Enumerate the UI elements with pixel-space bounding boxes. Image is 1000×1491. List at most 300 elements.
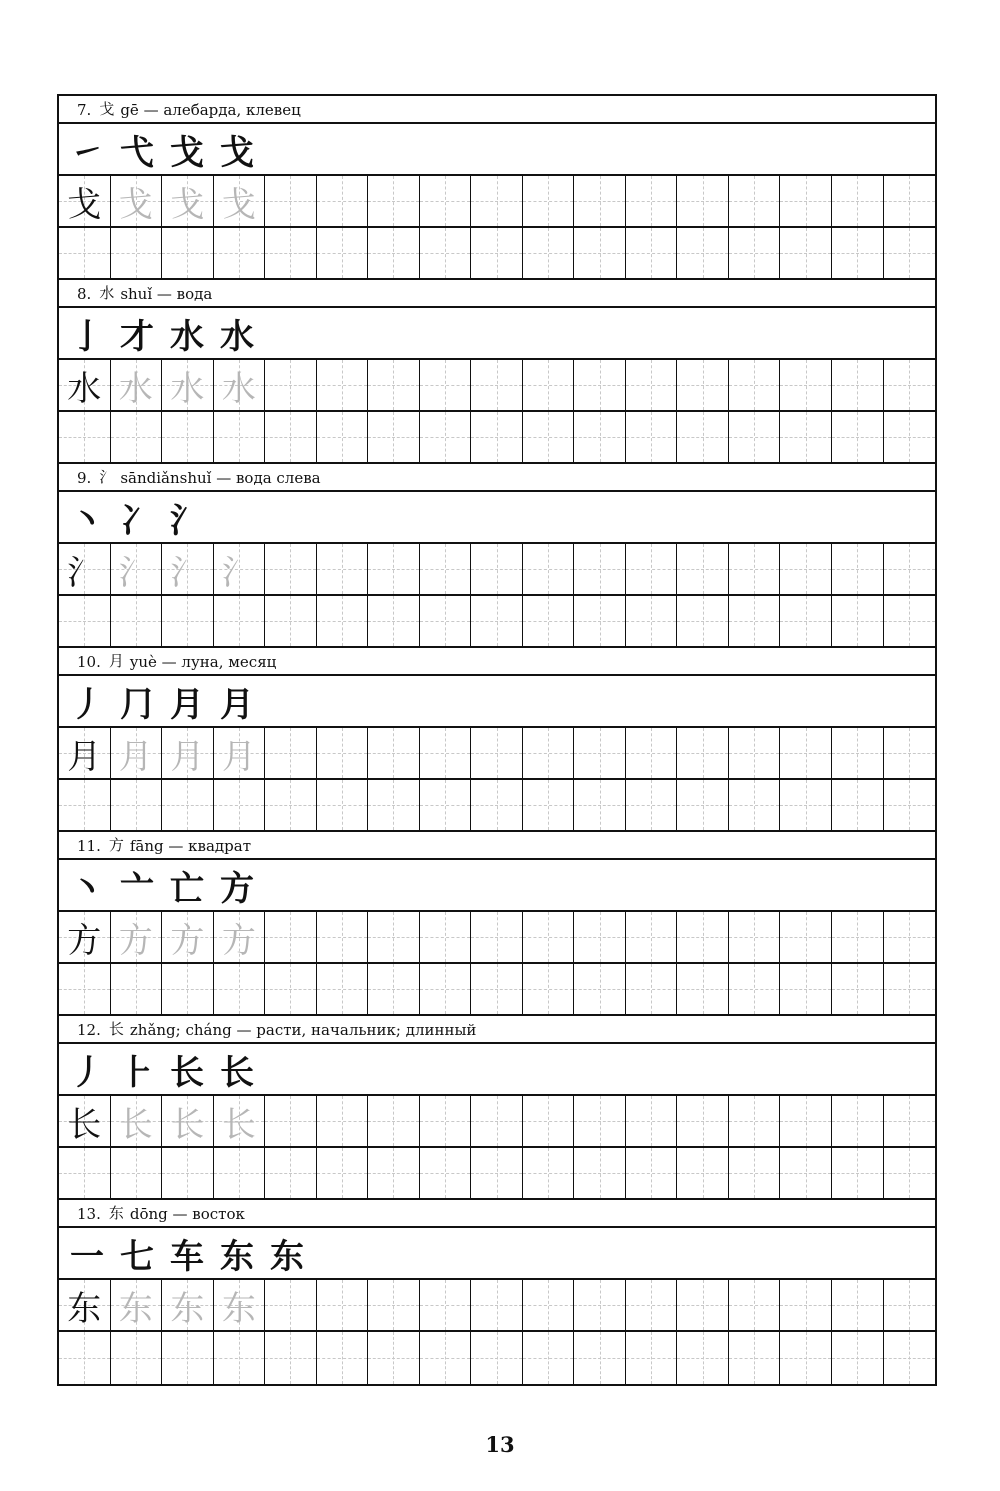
writing-cell[interactable] [832,176,884,226]
trace-character: 水 [221,368,256,409]
writing-cell[interactable] [626,596,678,646]
entry-heading [59,648,935,676]
writing-cell[interactable] [884,1148,936,1198]
writing-cell[interactable] [884,176,936,226]
writing-cell[interactable] [59,1332,111,1384]
writing-cell[interactable] [574,1280,626,1330]
writing-cell[interactable] [832,912,884,962]
writing-cell[interactable] [626,544,678,594]
entry-hanzi: 氵 [99,468,115,486]
trace-character: 长 [170,1104,205,1145]
trace-character: 氵 [170,552,205,593]
writing-cell[interactable] [317,412,369,462]
writing-cell[interactable] [471,228,523,278]
writing-cell[interactable] [317,228,369,278]
writing-cell[interactable] [574,1096,626,1146]
writing-cell[interactable] [420,228,472,278]
writing-cell[interactable] [420,360,472,410]
writing-cell[interactable] [111,412,163,462]
writing-cell[interactable] [265,176,317,226]
writing-cell[interactable] [677,596,729,646]
writing-cell[interactable] [214,1148,266,1198]
writing-cell[interactable] [626,1096,678,1146]
writing-cell[interactable] [368,1280,420,1330]
stroke-step: 水 [220,316,254,357]
writing-cell[interactable] [523,912,575,962]
writing-cell[interactable] [677,780,729,830]
stroke-step: 戈 [220,132,254,173]
writing-cell[interactable] [729,964,781,1014]
practice-row [59,596,935,648]
writing-cell[interactable] [214,780,266,830]
writing-cell[interactable] [214,912,266,962]
writing-cell[interactable] [368,964,420,1014]
writing-cell[interactable] [677,360,729,410]
writing-cell[interactable] [471,1148,523,1198]
writing-cell[interactable] [832,964,884,1014]
writing-cell[interactable] [884,1332,936,1384]
writing-cell[interactable] [59,596,111,646]
writing-cell[interactable] [884,228,936,278]
writing-cell[interactable] [368,596,420,646]
stroke-step: 七 [120,1236,154,1277]
writing-cell[interactable] [780,912,832,962]
writing-cell[interactable] [265,596,317,646]
writing-cell[interactable] [677,176,729,226]
writing-cell[interactable] [420,780,472,830]
writing-cell[interactable] [162,1332,214,1384]
writing-cell[interactable] [626,780,678,830]
writing-cell[interactable] [59,780,111,830]
writing-cell[interactable] [523,412,575,462]
writing-cell[interactable] [420,412,472,462]
writing-cell[interactable] [832,1332,884,1384]
stroke-step: 戈 [170,132,204,173]
writing-cell[interactable] [677,1280,729,1330]
trace-character: 月 [170,736,205,777]
writing-cell[interactable] [523,728,575,778]
writing-cell[interactable] [471,912,523,962]
writing-cell[interactable] [111,228,163,278]
writing-cell[interactable] [162,964,214,1014]
writing-cell[interactable] [780,964,832,1014]
trace-character: 氵 [118,552,153,593]
entry-gloss: zhǎng; cháng — расти, начальник; длинный [129,1021,477,1039]
writing-cell[interactable] [471,412,523,462]
writing-cell[interactable] [832,544,884,594]
entry-number: 7. [77,101,92,119]
writing-cell[interactable] [265,360,317,410]
writing-cell[interactable] [884,596,936,646]
writing-cell[interactable] [523,1096,575,1146]
writing-cell[interactable] [729,176,781,226]
writing-cell[interactable] [317,780,369,830]
writing-cell[interactable] [729,412,781,462]
writing-cell[interactable] [214,360,266,410]
writing-cell[interactable] [677,544,729,594]
writing-cell[interactable] [368,1096,420,1146]
writing-cell[interactable] [729,544,781,594]
entry-hanzi: 月 [108,652,124,670]
writing-cell[interactable] [574,360,626,410]
writing-cell[interactable] [626,912,678,962]
writing-cell[interactable] [471,1332,523,1384]
writing-cell[interactable] [59,912,111,962]
writing-cell[interactable] [317,912,369,962]
writing-cell[interactable] [111,1332,163,1384]
writing-cell[interactable] [677,412,729,462]
writing-cell[interactable] [677,1096,729,1146]
entry-number: 12. [77,1021,101,1039]
writing-cell[interactable] [471,780,523,830]
writing-cell[interactable] [884,360,936,410]
writing-cell[interactable] [162,780,214,830]
writing-cell[interactable] [884,728,936,778]
stroke-step: 长 [170,1052,204,1093]
writing-cell[interactable] [317,1148,369,1198]
writing-cell[interactable] [523,1148,575,1198]
writing-cell[interactable] [265,1096,317,1146]
writing-cell[interactable] [420,1332,472,1384]
practice-row [59,412,935,464]
stroke-step: 氵 [170,500,204,541]
writing-cell[interactable] [111,1096,163,1146]
writing-cell[interactable] [677,228,729,278]
stroke-step: 方 [220,868,254,909]
writing-cell[interactable] [214,1332,266,1384]
model-character: 月 [67,736,102,777]
writing-cell[interactable] [162,728,214,778]
trace-character: 戈 [170,184,205,225]
writing-cell[interactable] [523,780,575,830]
writing-cell[interactable] [214,176,266,226]
writing-cell[interactable] [832,228,884,278]
writing-cell[interactable] [368,176,420,226]
writing-cell[interactable] [214,728,266,778]
writing-cell[interactable] [162,596,214,646]
writing-cell[interactable] [317,1332,369,1384]
writing-cell[interactable] [471,964,523,1014]
writing-cell[interactable] [111,360,163,410]
writing-cell[interactable] [626,1148,678,1198]
entry-gloss: dōng — восток [129,1205,245,1223]
writing-cell[interactable] [574,1148,626,1198]
writing-cell[interactable] [317,596,369,646]
writing-cell[interactable] [780,1148,832,1198]
trace-character: 月 [118,736,153,777]
writing-cell[interactable] [523,964,575,1014]
writing-cell[interactable] [111,728,163,778]
writing-cell[interactable] [574,412,626,462]
writing-cell[interactable] [574,780,626,830]
model-character: 戈 [67,184,102,225]
character-entry [59,1200,935,1384]
writing-cell[interactable] [265,1280,317,1330]
writing-cell[interactable] [780,596,832,646]
writing-cell[interactable] [780,1280,832,1330]
writing-cell[interactable] [884,544,936,594]
writing-cell[interactable] [265,228,317,278]
writing-cell[interactable] [59,728,111,778]
character-entry [59,96,935,280]
writing-cell[interactable] [884,412,936,462]
stroke-step: 东 [270,1236,304,1277]
writing-cell[interactable] [368,1332,420,1384]
writing-cell[interactable] [111,964,163,1014]
writing-cell[interactable] [729,1096,781,1146]
writing-cell[interactable] [832,596,884,646]
writing-cell[interactable] [832,412,884,462]
writing-cell[interactable] [523,176,575,226]
writing-cell[interactable] [420,176,472,226]
entry-heading [59,96,935,124]
writing-cell[interactable] [420,964,472,1014]
writing-cell[interactable] [111,780,163,830]
entry-gloss: yuè — луна, месяц [129,653,277,671]
writing-cell[interactable] [677,912,729,962]
writing-cell[interactable] [214,964,266,1014]
writing-cell[interactable] [574,964,626,1014]
entry-hanzi: 方 [108,836,124,854]
stroke-step: ⺊ [120,1052,154,1093]
writing-cell[interactable] [368,544,420,594]
writing-cell[interactable] [214,228,266,278]
writing-cell[interactable] [626,1280,678,1330]
writing-cell[interactable] [214,544,266,594]
writing-cell[interactable] [317,964,369,1014]
writing-cell[interactable] [368,412,420,462]
entry-number: 13. [77,1205,101,1223]
writing-cell[interactable] [574,544,626,594]
page-number: 13 [485,1432,515,1457]
writing-cell[interactable] [162,228,214,278]
writing-cell[interactable] [780,544,832,594]
writing-cell[interactable] [59,360,111,410]
writing-cell[interactable] [471,544,523,594]
writing-cell[interactable] [162,1280,214,1330]
writing-cell[interactable] [832,1096,884,1146]
writing-cell[interactable] [729,360,781,410]
writing-cell[interactable] [471,360,523,410]
writing-cell[interactable] [368,912,420,962]
writing-cell[interactable] [265,544,317,594]
writing-cell[interactable] [59,544,111,594]
writing-cell[interactable] [214,412,266,462]
writing-cell[interactable] [420,912,472,962]
writing-cell[interactable] [884,1096,936,1146]
writing-cell[interactable] [368,360,420,410]
stroke-step: 弋 [120,132,154,173]
writing-cell[interactable] [162,1096,214,1146]
writing-cell[interactable] [832,1148,884,1198]
writing-cell[interactable] [626,412,678,462]
writing-cell[interactable] [729,1332,781,1384]
writing-cell[interactable] [832,1280,884,1330]
writing-cell[interactable] [574,228,626,278]
writing-cell[interactable] [265,1332,317,1384]
writing-cell[interactable] [265,780,317,830]
writing-cell[interactable] [162,912,214,962]
writing-cell[interactable] [523,1280,575,1330]
writing-cell[interactable] [626,728,678,778]
writing-cell[interactable] [780,780,832,830]
trace-character: 东 [118,1288,153,1329]
writing-cell[interactable] [368,728,420,778]
practice-row [59,228,935,280]
writing-cell[interactable] [574,176,626,226]
writing-cell[interactable] [265,412,317,462]
writing-cell[interactable] [832,728,884,778]
entry-heading [59,1016,935,1044]
writing-cell[interactable] [832,360,884,410]
writing-cell[interactable] [265,728,317,778]
tracing-row [59,360,935,412]
character-entry [59,1016,935,1200]
writing-cell[interactable] [677,1148,729,1198]
writing-cell[interactable] [111,596,163,646]
writing-cell[interactable] [884,780,936,830]
character-entry [59,464,935,648]
writing-worksheet [57,94,937,1386]
writing-cell[interactable] [523,1332,575,1384]
writing-cell[interactable] [317,360,369,410]
stroke-step: 一 [70,1236,104,1277]
writing-cell[interactable] [729,912,781,962]
trace-character: 水 [118,368,153,409]
writing-cell[interactable] [162,544,214,594]
writing-cell[interactable] [59,228,111,278]
stroke-step: 亡 [170,868,204,909]
writing-cell[interactable] [471,1280,523,1330]
writing-cell[interactable] [59,1280,111,1330]
writing-cell[interactable] [368,1148,420,1198]
writing-cell[interactable] [626,1332,678,1384]
writing-cell[interactable] [780,228,832,278]
trace-character: 东 [221,1288,256,1329]
writing-cell[interactable] [59,1148,111,1198]
model-character: 氵 [67,552,102,593]
writing-cell[interactable] [265,964,317,1014]
writing-cell[interactable] [111,544,163,594]
trace-character: 东 [170,1288,205,1329]
practice-row [59,1332,935,1384]
writing-cell[interactable] [111,1280,163,1330]
writing-cell[interactable] [574,596,626,646]
writing-cell[interactable] [677,964,729,1014]
writing-cell[interactable] [677,1332,729,1384]
writing-cell[interactable] [162,360,214,410]
writing-cell[interactable] [780,360,832,410]
writing-cell[interactable] [832,780,884,830]
writing-cell[interactable] [59,412,111,462]
writing-cell[interactable] [214,1096,266,1146]
writing-cell[interactable] [626,176,678,226]
writing-cell[interactable] [368,228,420,278]
writing-cell[interactable] [729,728,781,778]
writing-cell[interactable] [317,544,369,594]
writing-cell[interactable] [523,360,575,410]
model-character: 水 [67,368,102,409]
writing-cell[interactable] [471,1096,523,1146]
trace-character: 水 [170,368,205,409]
writing-cell[interactable] [111,912,163,962]
writing-cell[interactable] [626,228,678,278]
writing-cell[interactable] [780,728,832,778]
writing-cell[interactable] [729,1280,781,1330]
writing-cell[interactable] [626,360,678,410]
writing-cell[interactable] [162,176,214,226]
writing-cell[interactable] [574,728,626,778]
tracing-row [59,1096,935,1148]
writing-cell[interactable] [420,1148,472,1198]
writing-cell[interactable] [162,412,214,462]
writing-cell[interactable] [780,412,832,462]
entry-number: 9. [77,469,92,487]
writing-cell[interactable] [368,780,420,830]
writing-cell[interactable] [317,728,369,778]
writing-cell[interactable] [420,1280,472,1330]
stroke-step: 才 [120,316,154,357]
writing-cell[interactable] [677,728,729,778]
writing-cell[interactable] [729,596,781,646]
writing-cell[interactable] [626,964,678,1014]
writing-cell[interactable] [729,1148,781,1198]
writing-cell[interactable] [780,1332,832,1384]
writing-cell[interactable] [59,1096,111,1146]
writing-cell[interactable] [523,228,575,278]
writing-cell[interactable] [420,728,472,778]
trace-character: 长 [221,1104,256,1145]
writing-cell[interactable] [214,596,266,646]
character-entry [59,280,935,464]
trace-character: 戈 [221,184,256,225]
writing-cell[interactable] [884,964,936,1014]
writing-cell[interactable] [729,228,781,278]
writing-cell[interactable] [265,912,317,962]
stroke-order-row [59,860,935,912]
writing-cell[interactable] [420,544,472,594]
writing-cell[interactable] [574,1332,626,1384]
character-entry [59,832,935,1016]
writing-cell[interactable] [780,1096,832,1146]
writing-cell[interactable] [59,964,111,1014]
writing-cell[interactable] [523,544,575,594]
writing-cell[interactable] [574,912,626,962]
writing-cell[interactable] [780,176,832,226]
writing-cell[interactable] [162,1148,214,1198]
writing-cell[interactable] [317,1096,369,1146]
writing-cell[interactable] [884,1280,936,1330]
writing-cell[interactable] [471,728,523,778]
writing-cell[interactable] [471,176,523,226]
stroke-order-row [59,1044,935,1096]
writing-cell[interactable] [317,1280,369,1330]
stroke-step: 丿 [70,1052,104,1093]
writing-cell[interactable] [420,1096,472,1146]
writing-cell[interactable] [729,780,781,830]
writing-cell[interactable] [523,596,575,646]
writing-cell[interactable] [884,912,936,962]
writing-cell[interactable] [59,176,111,226]
stroke-order-row [59,1228,935,1280]
writing-cell[interactable] [317,176,369,226]
writing-cell[interactable] [471,596,523,646]
writing-cell[interactable] [111,176,163,226]
writing-cell[interactable] [214,1280,266,1330]
writing-cell[interactable] [265,1148,317,1198]
writing-cell[interactable] [111,1148,163,1198]
writing-cell[interactable] [420,596,472,646]
